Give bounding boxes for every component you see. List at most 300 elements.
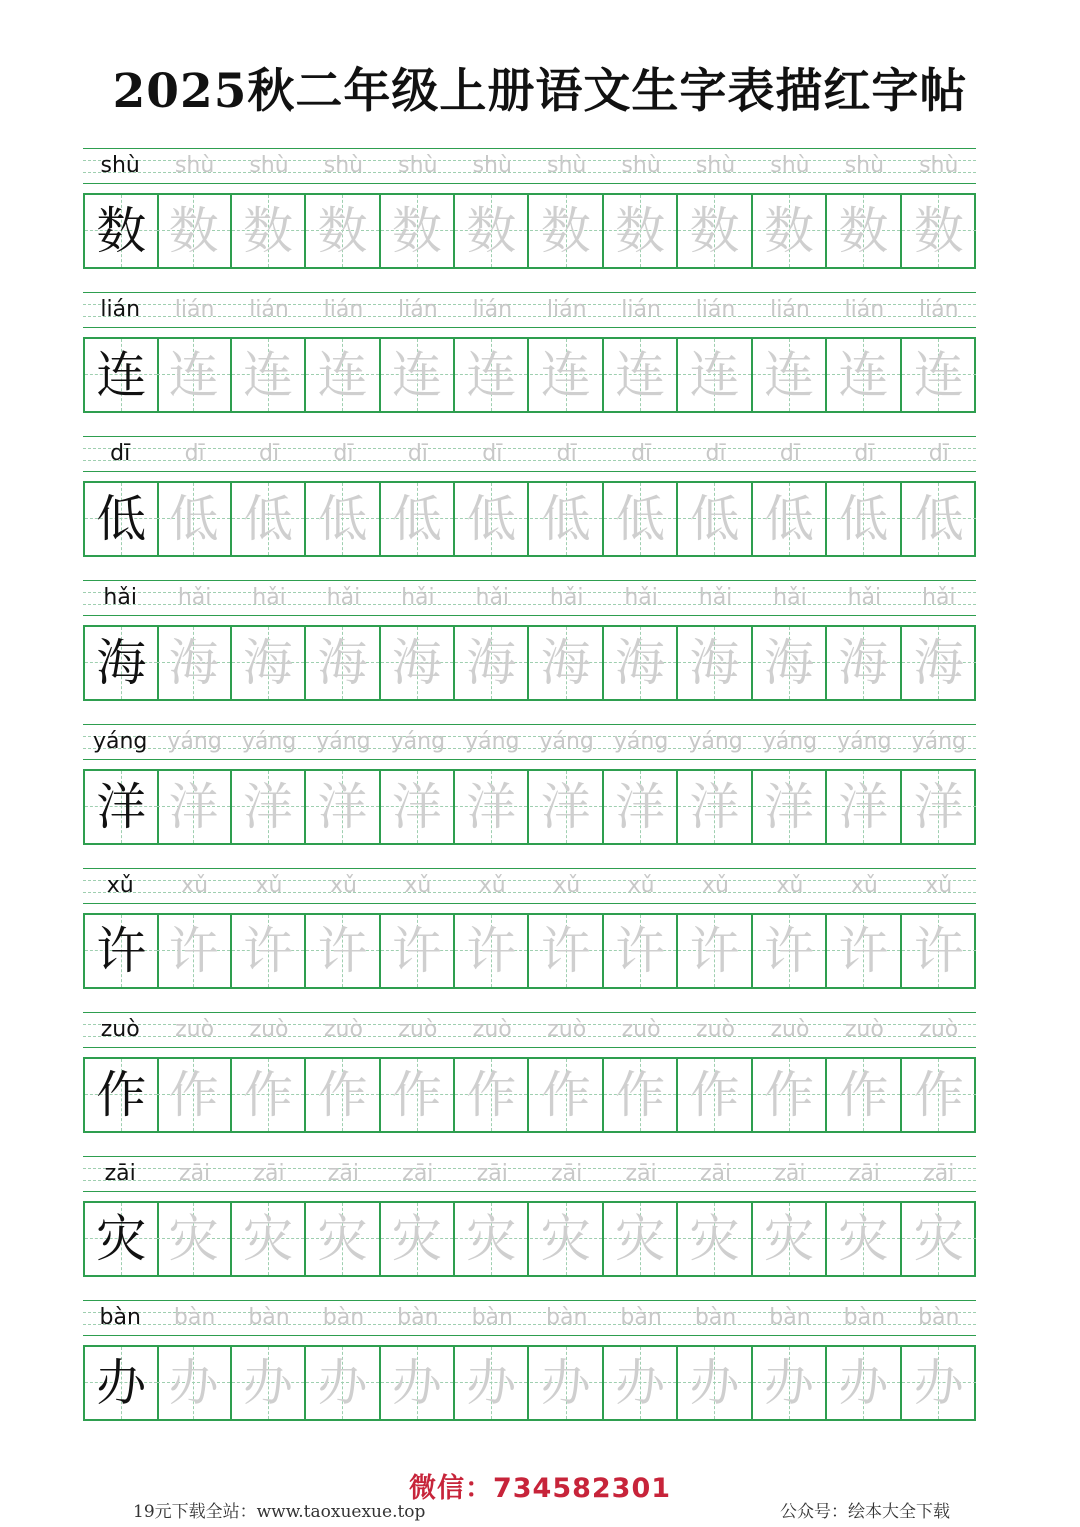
pinyin-trace: shù [844, 153, 885, 178]
character-trace: 海 [540, 634, 591, 692]
character-row [83, 1057, 976, 1133]
character-trace: 办 [243, 1354, 294, 1412]
tian-grid-cell [753, 1347, 827, 1419]
pinyin-trace: hǎi [177, 585, 212, 610]
tian-grid-cell [753, 627, 827, 699]
tian-grid-cell [85, 1203, 159, 1275]
tian-grid-cell [604, 627, 678, 699]
pinyin-trace: dī [407, 441, 428, 466]
tian-grid-cell [381, 1203, 455, 1275]
pinyin-trace: bàn [918, 1305, 960, 1330]
character-trace: 低 [689, 490, 740, 548]
pinyin-trace: xǔ [181, 873, 209, 898]
character-trace: 许 [763, 922, 814, 980]
tian-grid-cell [827, 915, 901, 987]
character-trace: 低 [913, 490, 964, 548]
tian-grid-cell [678, 1347, 752, 1419]
character-row [83, 481, 976, 557]
pinyin-trace: zāi [327, 1161, 360, 1186]
character-block [83, 868, 976, 990]
character-trace: 办 [763, 1354, 814, 1412]
tian-grid-cell [232, 195, 306, 267]
tian-grid-cell [157, 627, 231, 699]
tian-grid-cell [678, 339, 752, 411]
character-trace: 洋 [391, 778, 442, 836]
tian-grid-cell [306, 195, 380, 267]
tian-grid-cell [902, 915, 976, 987]
character-model: 海 [96, 634, 147, 692]
pinyin-trace: shù [919, 153, 959, 178]
pinyin-row [83, 868, 976, 904]
character-trace: 洋 [615, 778, 666, 836]
tian-grid-cell [902, 1347, 976, 1419]
pinyin-trace: zuò [398, 1017, 438, 1042]
pinyin-trace: shù [472, 153, 512, 178]
pinyin-model: zāi [104, 1161, 136, 1186]
character-row [83, 1345, 976, 1421]
character-trace: 数 [615, 202, 666, 260]
pinyin-model: shù [100, 153, 140, 178]
pinyin-trace: hǎi [847, 585, 882, 610]
character-trace: 洋 [838, 778, 889, 836]
pinyin-trace: lián [472, 297, 513, 322]
character-trace: 低 [540, 490, 591, 548]
tian-grid-cell [85, 195, 159, 267]
pinyin-trace: shù [621, 153, 661, 178]
tian-grid-cell [381, 771, 455, 843]
character-trace: 连 [317, 346, 368, 404]
character-trace: 作 [168, 1066, 219, 1124]
tian-grid-cell [827, 195, 901, 267]
tian-grid-cell [232, 1203, 306, 1275]
pinyin-row [83, 436, 976, 472]
character-block [83, 1012, 976, 1134]
character-trace: 许 [466, 922, 517, 980]
tian-grid-cell [85, 1347, 159, 1419]
character-block [83, 292, 976, 414]
pinyin-trace: xǔ [329, 873, 357, 898]
tian-grid-cell [827, 1347, 901, 1419]
pinyin-trace: dī [556, 441, 577, 466]
pinyin-trace: yáng [911, 729, 966, 754]
pinyin-trace: hǎi [401, 585, 435, 610]
tian-grid-cell [678, 483, 752, 555]
tian-grid-cell [902, 339, 976, 411]
pinyin-trace: lián [546, 297, 587, 322]
pinyin-trace: xǔ [776, 873, 804, 898]
character-trace: 许 [168, 922, 219, 980]
character-trace: 许 [391, 922, 442, 980]
character-trace: 低 [838, 490, 889, 548]
character-trace: 低 [168, 490, 219, 548]
character-block [83, 436, 976, 558]
character-trace: 连 [540, 346, 591, 404]
pinyin-row [83, 1300, 976, 1336]
character-trace: 低 [763, 490, 814, 548]
character-trace: 作 [838, 1066, 889, 1124]
pinyin-model: zuò [100, 1017, 140, 1042]
tian-grid-cell [604, 771, 678, 843]
tian-grid-cell [902, 1059, 976, 1131]
tian-grid-cell [455, 1347, 529, 1419]
pinyin-trace: bàn [322, 1305, 365, 1330]
character-trace: 办 [540, 1354, 591, 1412]
character-trace: 数 [243, 202, 294, 260]
pinyin-row [83, 292, 976, 328]
pinyin-trace: xǔ [627, 873, 655, 898]
tian-grid-cell [381, 339, 455, 411]
pinyin-trace: bàn [248, 1305, 290, 1330]
tian-grid-cell [902, 195, 976, 267]
tian-grid-cell [827, 1059, 901, 1131]
tian-grid-cell [604, 339, 678, 411]
pinyin-trace: hǎi [698, 585, 733, 610]
character-trace: 作 [689, 1066, 740, 1124]
tian-grid-cell [455, 915, 529, 987]
pinyin-model: bàn [99, 1305, 141, 1330]
character-trace: 作 [391, 1066, 442, 1124]
footer-website: 19元下载全站：www.taoxuexue.top [133, 1502, 426, 1522]
character-trace: 办 [168, 1354, 219, 1412]
tian-grid-cell [604, 1347, 678, 1419]
character-trace: 办 [391, 1354, 442, 1412]
pinyin-trace: yáng [613, 729, 669, 754]
tian-grid-cell [157, 1203, 231, 1275]
character-trace: 灾 [913, 1210, 964, 1268]
character-trace: 作 [540, 1066, 591, 1124]
character-model: 连 [96, 346, 147, 404]
character-trace: 海 [838, 634, 889, 692]
character-trace: 数 [391, 202, 442, 260]
character-trace: 海 [615, 634, 666, 692]
character-trace: 洋 [689, 778, 740, 836]
tian-grid-cell [530, 771, 604, 843]
character-trace: 灾 [243, 1210, 294, 1268]
footer-account: 公众号：绘本大全下载 [780, 1502, 950, 1522]
tian-grid-cell [753, 771, 827, 843]
character-trace: 作 [913, 1066, 964, 1124]
pinyin-trace: bàn [843, 1305, 886, 1330]
character-trace: 灾 [763, 1210, 814, 1268]
character-row [83, 1201, 976, 1277]
tian-grid-cell [753, 195, 827, 267]
pinyin-trace: xǔ [702, 873, 729, 898]
character-trace: 海 [466, 634, 517, 692]
character-model: 洋 [96, 778, 147, 836]
tian-grid-cell [157, 915, 231, 987]
character-trace: 连 [466, 346, 517, 404]
tian-grid-cell [232, 339, 306, 411]
character-trace: 灾 [466, 1210, 517, 1268]
tian-grid-cell [604, 1203, 678, 1275]
tian-grid-cell [85, 627, 159, 699]
character-model: 低 [96, 490, 147, 548]
pinyin-trace: zuò [175, 1017, 215, 1042]
tian-grid-cell [381, 195, 455, 267]
tian-grid-cell [306, 1203, 380, 1275]
tian-grid-cell [902, 771, 976, 843]
pinyin-trace: dī [482, 441, 503, 466]
pinyin-trace: lián [323, 297, 364, 322]
character-row [83, 337, 976, 413]
character-trace: 海 [168, 634, 219, 692]
character-trace: 海 [763, 634, 814, 692]
pinyin-trace: lián [398, 297, 438, 322]
pinyin-row [83, 1012, 976, 1048]
character-trace: 数 [540, 202, 591, 260]
tian-grid-cell [604, 195, 678, 267]
character-trace: 作 [466, 1066, 517, 1124]
tian-grid-cell [678, 1059, 752, 1131]
pinyin-trace: dī [705, 441, 726, 466]
tian-grid-cell [753, 1203, 827, 1275]
pinyin-trace: yáng [465, 729, 520, 754]
pinyin-row [83, 148, 976, 184]
character-trace: 连 [243, 346, 294, 404]
character-trace: 数 [763, 202, 814, 260]
tian-grid-cell [455, 1059, 529, 1131]
pinyin-trace: bàn [620, 1305, 662, 1330]
character-row [83, 193, 976, 269]
character-trace: 许 [540, 922, 591, 980]
pinyin-trace: zuò [472, 1017, 512, 1042]
tian-grid-cell [604, 915, 678, 987]
character-trace: 灾 [391, 1210, 442, 1268]
tian-grid-cell [678, 627, 752, 699]
character-trace: 办 [615, 1354, 666, 1412]
pinyin-trace: dī [854, 441, 875, 466]
pinyin-trace: lián [249, 297, 289, 322]
pinyin-row [83, 1156, 976, 1192]
pinyin-trace: hǎi [549, 585, 584, 610]
character-trace: 海 [391, 634, 442, 692]
tian-grid-cell [381, 1347, 455, 1419]
pinyin-trace: zāi [551, 1161, 583, 1186]
pinyin-trace: xǔ [925, 873, 953, 898]
pinyin-trace: zāi [625, 1161, 657, 1186]
character-trace: 海 [317, 634, 368, 692]
tian-grid-cell [530, 1347, 604, 1419]
pinyin-trace: shù [398, 153, 438, 178]
pinyin-model: yáng [92, 729, 148, 754]
tian-grid-cell [232, 627, 306, 699]
character-trace: 数 [168, 202, 219, 260]
character-trace: 灾 [317, 1210, 368, 1268]
character-trace: 许 [243, 922, 294, 980]
pinyin-trace: zuò [621, 1017, 661, 1042]
pinyin-trace: zāi [402, 1161, 434, 1186]
tian-grid-cell [604, 483, 678, 555]
tian-grid-cell [902, 627, 976, 699]
character-trace: 低 [466, 490, 517, 548]
character-trace: 洋 [913, 778, 964, 836]
character-block [83, 580, 976, 702]
pinyin-trace: yáng [167, 729, 222, 754]
character-trace: 办 [466, 1354, 517, 1412]
tian-grid-cell [827, 771, 901, 843]
character-trace: 洋 [168, 778, 219, 836]
tian-grid-cell [455, 483, 529, 555]
character-trace: 办 [689, 1354, 740, 1412]
pinyin-trace: zāi [699, 1161, 732, 1186]
pinyin-trace: lián [695, 297, 736, 322]
character-trace: 数 [317, 202, 368, 260]
tian-grid-cell [902, 483, 976, 555]
pinyin-trace: lián [174, 297, 215, 322]
pinyin-trace: xǔ [255, 873, 283, 898]
pinyin-trace: hǎi [922, 585, 956, 610]
pinyin-trace: yáng [688, 729, 743, 754]
pinyin-trace: lián [918, 297, 959, 322]
tian-grid-cell [530, 195, 604, 267]
character-trace: 连 [615, 346, 666, 404]
tian-grid-cell [306, 339, 380, 411]
pinyin-trace: zāi [774, 1161, 806, 1186]
pinyin-trace: zāi [476, 1161, 508, 1186]
pinyin-trace: bàn [769, 1305, 811, 1330]
character-trace: 洋 [466, 778, 517, 836]
character-trace: 洋 [317, 778, 368, 836]
tian-grid-cell [827, 483, 901, 555]
character-row [83, 625, 976, 701]
pinyin-trace: hǎi [773, 585, 807, 610]
tian-grid-cell [85, 339, 159, 411]
character-trace: 办 [317, 1354, 368, 1412]
character-block [83, 1156, 976, 1278]
pinyin-trace: dī [333, 441, 354, 466]
tian-grid-cell [678, 771, 752, 843]
page-title: 2025秋二年级上册语文生字表描红字帖 [112, 64, 968, 119]
character-trace: 作 [243, 1066, 294, 1124]
character-row [83, 913, 976, 989]
pinyin-trace: bàn [397, 1305, 439, 1330]
character-model: 许 [96, 922, 147, 980]
tian-grid-cell [232, 1059, 306, 1131]
tian-grid-cell [157, 339, 231, 411]
pinyin-trace: hǎi [326, 585, 361, 610]
character-trace: 连 [689, 346, 740, 404]
tian-grid-cell [530, 339, 604, 411]
pinyin-trace: zuò [919, 1017, 959, 1042]
tian-grid-cell [306, 771, 380, 843]
character-trace: 海 [689, 634, 740, 692]
tian-grid-cell [85, 771, 159, 843]
pinyin-trace: yáng [837, 729, 892, 754]
pinyin-row [83, 580, 976, 616]
tian-grid-cell [381, 483, 455, 555]
tian-grid-cell [678, 915, 752, 987]
character-model: 作 [96, 1066, 147, 1124]
pinyin-trace: zāi [253, 1161, 285, 1186]
character-trace: 作 [615, 1066, 666, 1124]
tian-grid-cell [530, 1203, 604, 1275]
character-row [83, 769, 976, 845]
pinyin-trace: xǔ [850, 873, 878, 898]
tian-grid-cell [157, 1059, 231, 1131]
pinyin-model: xǔ [106, 873, 134, 898]
tian-grid-cell [381, 915, 455, 987]
character-trace: 连 [391, 346, 442, 404]
character-trace: 连 [168, 346, 219, 404]
tian-grid-cell [753, 339, 827, 411]
pinyin-trace: shù [695, 153, 736, 178]
character-trace: 灾 [838, 1210, 889, 1268]
tian-grid-cell [827, 1203, 901, 1275]
character-trace: 许 [689, 922, 740, 980]
character-block [83, 1300, 976, 1422]
pinyin-trace: xǔ [553, 873, 581, 898]
pinyin-trace: shù [547, 153, 587, 178]
character-trace: 作 [317, 1066, 368, 1124]
pinyin-trace: dī [779, 441, 800, 466]
tian-grid-cell [306, 1347, 380, 1419]
character-trace: 海 [243, 634, 294, 692]
pinyin-trace: hǎi [252, 585, 286, 610]
character-trace: 低 [317, 490, 368, 548]
tian-grid-cell [455, 771, 529, 843]
character-trace: 数 [689, 202, 740, 260]
character-trace: 连 [763, 346, 814, 404]
character-trace: 洋 [243, 778, 294, 836]
pinyin-trace: dī [258, 441, 280, 466]
pinyin-trace: yáng [241, 729, 297, 754]
tian-grid-cell [306, 1059, 380, 1131]
pinyin-trace: zuò [844, 1017, 884, 1042]
tian-grid-cell [530, 1059, 604, 1131]
pinyin-trace: zuò [696, 1017, 735, 1042]
tian-grid-cell [530, 627, 604, 699]
character-trace: 洋 [763, 778, 814, 836]
pinyin-model: hǎi [103, 585, 137, 610]
tian-grid-cell [455, 1203, 529, 1275]
pinyin-trace: dī [184, 441, 205, 466]
character-trace: 灾 [689, 1210, 740, 1268]
tian-grid-cell [678, 195, 752, 267]
character-trace: 海 [913, 634, 964, 692]
pinyin-trace: bàn [471, 1305, 513, 1330]
character-trace: 连 [838, 346, 889, 404]
pinyin-model: dī [110, 441, 131, 466]
character-trace: 许 [317, 922, 368, 980]
pinyin-trace: lián [844, 297, 885, 322]
pinyin-trace: shù [323, 153, 364, 178]
pinyin-trace: dī [928, 441, 949, 466]
tian-grid-cell [381, 627, 455, 699]
tian-grid-cell [85, 915, 159, 987]
tian-grid-cell [902, 1203, 976, 1275]
pinyin-trace: yáng [762, 729, 818, 754]
character-trace: 灾 [168, 1210, 219, 1268]
character-trace: 低 [243, 490, 294, 548]
character-model: 灾 [96, 1210, 147, 1268]
tian-grid-cell [753, 915, 827, 987]
character-trace: 许 [838, 922, 889, 980]
tian-grid-cell [85, 1059, 159, 1131]
pinyin-trace: shù [770, 153, 810, 178]
pinyin-trace: shù [174, 153, 215, 178]
character-trace: 办 [913, 1354, 964, 1412]
character-trace: 作 [763, 1066, 814, 1124]
character-trace: 数 [838, 202, 889, 260]
pinyin-trace: shù [249, 153, 289, 178]
tian-grid-cell [306, 627, 380, 699]
pinyin-trace: yáng [390, 729, 446, 754]
pinyin-trace: lián [621, 297, 661, 322]
character-trace: 数 [913, 202, 964, 260]
pinyin-trace: dī [631, 441, 652, 466]
tian-grid-cell [455, 195, 529, 267]
tian-grid-cell [753, 483, 827, 555]
